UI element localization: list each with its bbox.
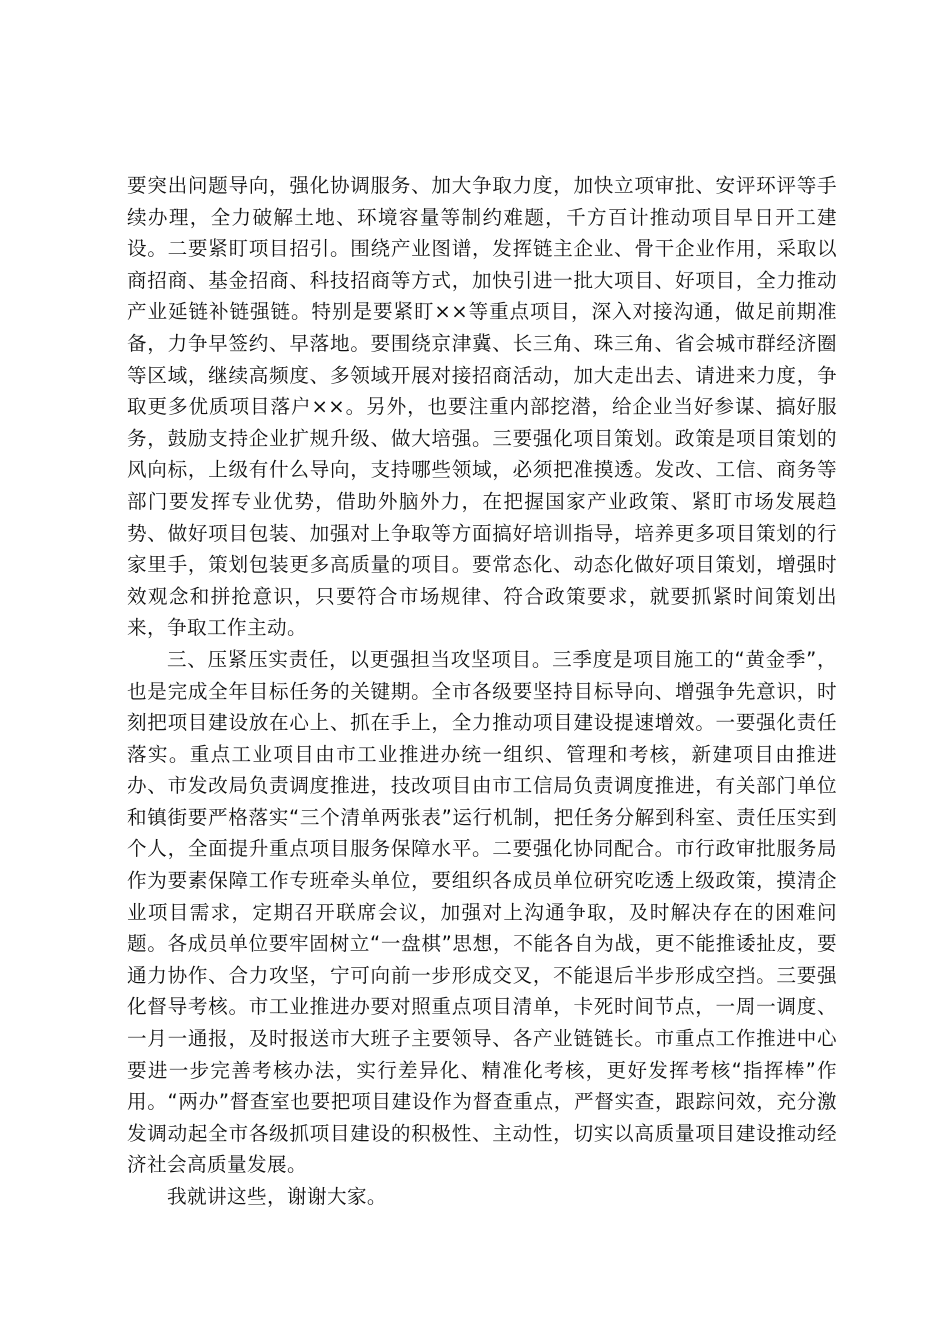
paragraph-closing: 我就讲这些，谢谢大家。 [167,1185,387,1208]
paragraph-section-three: 三、压紧压实责任，以更强担当攻坚项目。三季度是项目施工的“黄金季”，也是完成全年目标任务的关键期。全市各级要坚持目标导向、增强争先意识，时刻把项目建设放在心上、抓在手上，全力推动项目建设提速增效。一要强化责任落实。重点工业项目由市工业推进办统一组织、管理和考核，新建项目由推进办、市发改局负责调度推进，技改项目由市工信局负责调度推进，有关部门单位和镇街要严格落实“三个清单两张表”运行机制，把任务分解到科室、责任压实到个人，全面提升重点项目服务保障水平。二要强化协同配合。市行政审批服务局作为要素保障工作专班牵头单位，要组织各成员单位研究吃透上级政策，摸清企业项目需求，定期召开联席会议，加强对上沟通争取，及时解决存在的困难问题。各成员单位要牢固树立“一盘棋”思想，不能各自为战，更不能推诿扯皮，要通力协作、合力攻坚，宁可向前一步形成交叉，不能退后半步形成空挡。三要强化督导考核。市工业推进办要对照重点项目清单，卡死时间节点，一周一调度、一月一通报，及时报送市大班子主要领导、各产业链链长。市重点工作推进中心要进一步完善考核办法，实行差异化、精准化考核，更好发挥考核“指挥棒”作用。“两办”督查室也要把项目建设作为督查重点，严督实查，跟踪问效，充分激发调动起全市各级抓项目建设的积极性、主动性，切实以高质量项目建设推动经济社会高质量发展。 [127,647,837,1177]
paragraph-continuation: 要突出问题导向，强化协调服务、加大争取力度，加快立项审批、安评环评等手续办理，全力破解土地、环境容量等制约难题，千方百计推动项目早日开工建设。二要紧盯项目招引。围绕产业图谱，发挥链主企业、骨干企业作用，采取以商招商、基金招商、科技招商等方式，加快引进一批大项目、好项目，全力推动产业延链补链强链。特别是要紧盯××等重点项目，深入对接沟通，做足前期准备，力争早签约、早落地。要围绕京津冀、长三角、珠三角、省会城市群经济圈等区域，继续高频度、多领域开展对接招商活动，加大走出去、请进来力度，争取更多优质项目落户××。另外，也要注重内部挖潜，给企业当好参谋、搞好服务，鼓励支持企业扩规升级、做大培强。三要强化项目策划。政策是项目策划的风向标，上级有什么导向，支持哪些领域，必须把准摸透。发改、工信、商务等部门要发挥专业优势，借助外脑外力，在把握国家产业政策、紧盯市场发展趋势、做好项目包装、加强对上争取等方面搞好培训指导，培养更多项目策划的行家里手，策划包装更多高质量的项目。要常态化、动态化做好项目策划，增强时效观念和拼抢意识，只要符合市场规律、符合政策要求，就要抓紧时间策划出来，争取工作主动。 [127,174,837,640]
document-body [127,170,837,1213]
